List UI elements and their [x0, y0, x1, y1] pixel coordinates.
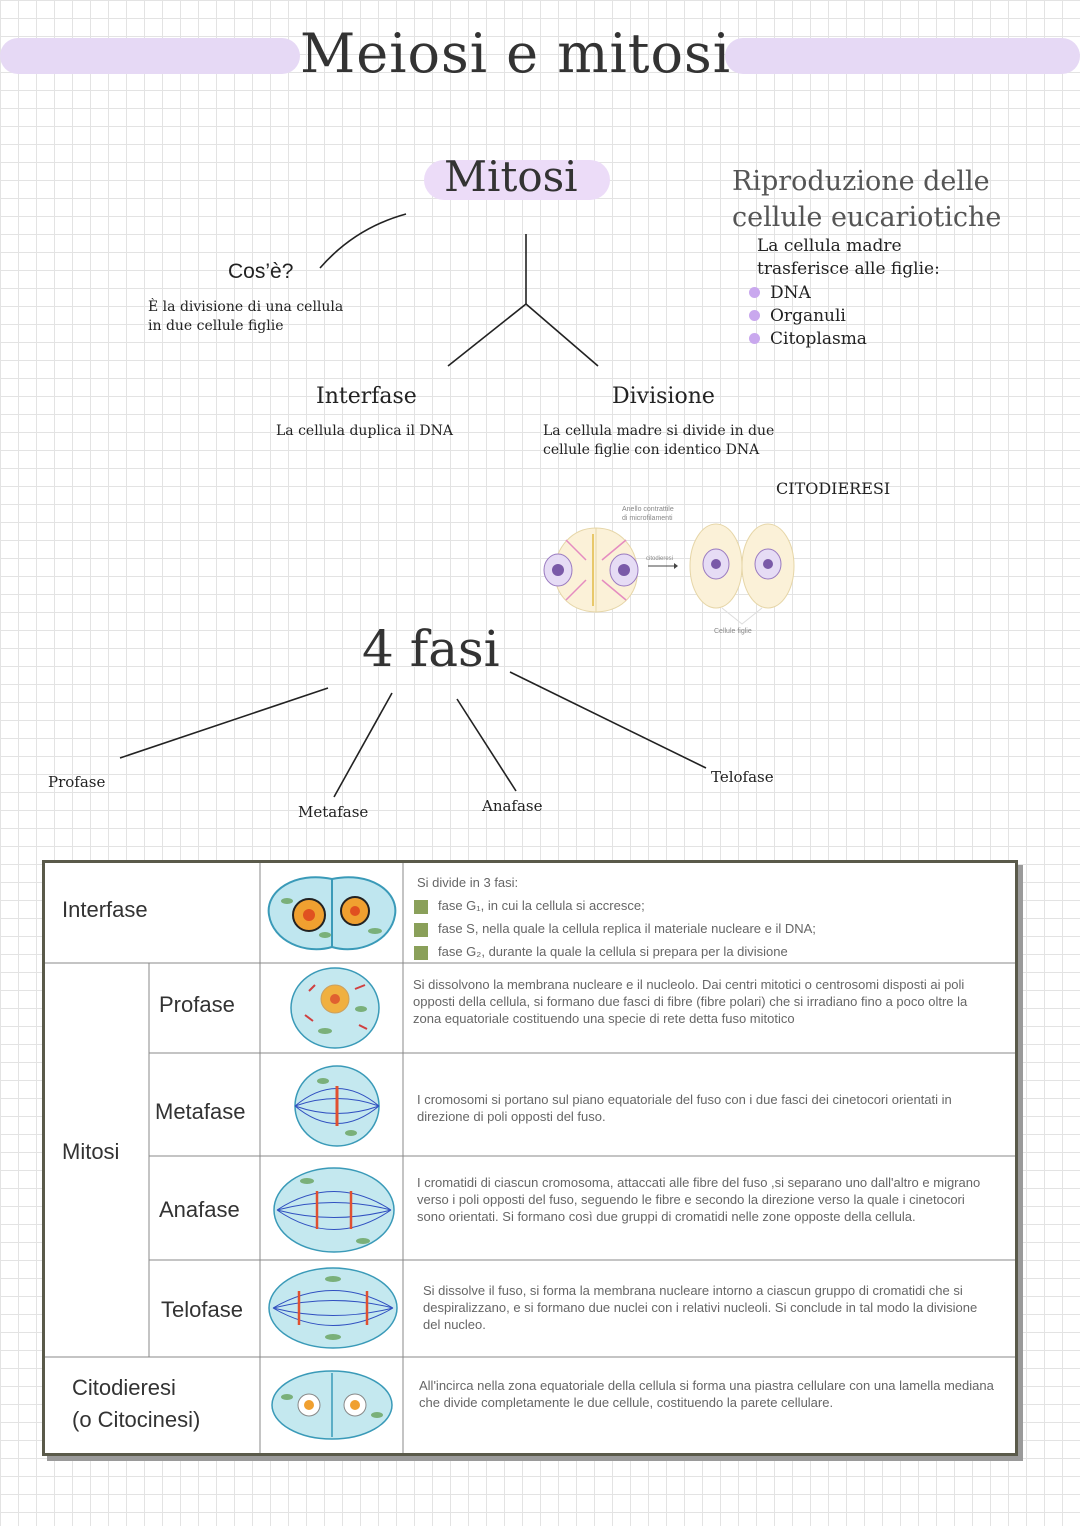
list-item: fase S, nella quale la cellula replica il materiale nucleare e il DNA; — [414, 917, 997, 940]
anello-label-1: Anello contrattile — [622, 506, 674, 513]
profase-description: Si dissolvono la membrana nucleare e il nucleolo. Dai centri mitotici o centrosomi disposti ai poli opposti della cellula, si formano due fasci di fibre (fibre polari) che si irradiano fino a poco oltre la zona equatoriale costituendo una specie di rete detta fuso mitotico — [413, 977, 968, 1026]
metafase-description: I cromosomi si portano sul piano equatoriale del fuso con i due fasci dei cinetocori orientati in direzione di poli opposti del fuso. — [417, 1092, 952, 1124]
metafase-cell-image — [277, 1061, 397, 1151]
cose-question: Cos’è? — [228, 260, 294, 283]
list-item: fase G₂, durante la quale la cellula si prepara per la divisione — [414, 940, 997, 963]
profase-cell-image — [275, 965, 395, 1051]
page-title: Meiosi e mitosi — [300, 22, 731, 85]
citodieresi-description: All'incirca nella zona equatoriale della cellula si forma una piastra cellulare con una lamella mediana che divide completamente le due cellule, costituendo la parete cellulare. — [419, 1378, 994, 1410]
table-anafase-label: Anafase — [159, 1197, 240, 1222]
fase-telofase: Telofase — [711, 768, 774, 786]
list-item: Organuli — [749, 304, 867, 327]
list-item: Citoplasma — [749, 327, 867, 350]
riproduzione-title-2: cellule eucariotiche — [732, 202, 1002, 233]
citodieresi-cell-image — [267, 1367, 397, 1443]
anafase-cell-image — [267, 1163, 401, 1257]
list-item: DNA — [749, 281, 867, 304]
divisione-text-1: La cellula madre si divide in due — [543, 423, 775, 439]
table-mitosi-label: Mitosi — [62, 1139, 120, 1164]
anafase-description: I cromatidi di ciascun cromosoma, attaccati alle fibre del fuso ,si separano uno dall'altro e migrano verso i poli opposti del fuso, seguendo le fibre e secondo la direzione verso la quale i cinetocori sono orientati. Si formano così due gruppi di cromatidi nelle zone opposte della cellula. — [417, 1175, 981, 1224]
riproduzione-text-2: trasferisce alle figlie: — [757, 259, 940, 279]
figlie-label: Cellule figlie — [714, 628, 752, 635]
green-square-icon — [414, 900, 428, 914]
telofase-cell-image — [265, 1265, 401, 1351]
cose-line-2: in due cellule figlie — [148, 318, 284, 334]
table-profase-label: Profase — [159, 992, 235, 1017]
interfase-label: Interfase — [316, 384, 417, 409]
citodieresi-label: CITODIERESI — [776, 479, 891, 498]
table-telofase-label: Telofase — [161, 1297, 243, 1322]
fase-anafase: Anafase — [482, 797, 543, 815]
mitosi-heading: Mitosi — [444, 152, 578, 201]
fase-metafase: Metafase — [298, 803, 369, 821]
green-square-icon — [414, 946, 428, 960]
table-citodieresi-label-1: Citodieresi — [72, 1375, 176, 1400]
list-item: fase G₁, in cui la cellula si accresce; — [414, 894, 997, 917]
riproduzione-text-1: La cellula madre — [757, 236, 902, 256]
table-interfase-label: Interfase — [62, 897, 148, 922]
telofase-description: Si dissolve il fuso, si forma la membrana nucleare intorno a ciascun gruppo di cromatidi che si despiralizzano, e si formano due nuclei con i relativi nucleoli. Si conclude in tal modo la divisione del nucleo. — [423, 1283, 978, 1332]
riproduzione-title-1: Riproduzione delle — [732, 166, 990, 197]
divisione-text-2: cellule figlie con identico DNA — [543, 442, 760, 458]
citodieresi-arrow-label: citodieresi — [646, 556, 674, 562]
interfase-text: La cellula duplica il DNA — [276, 423, 453, 439]
table-citodieresi-label-2: (o Citocinesi) — [72, 1407, 201, 1432]
interfase-cell-image — [265, 871, 399, 957]
cose-line-1: È la divisione di una cellula — [148, 299, 344, 315]
anello-label-2: di microfilamenti — [622, 515, 673, 522]
mitosis-table — [42, 860, 1018, 1456]
green-square-icon — [414, 923, 428, 937]
interfase-description: Si divide in 3 fasi: fase G₁, in cui la cellula si accresce; fase S, nella quale la cellula replica il materiale nucleare e il DNA; fase G₂, durante la quale la cellula si prepara per la divisione — [417, 871, 997, 963]
fasi-heading: 4 fasi — [362, 620, 500, 678]
divisione-label: Divisione — [612, 384, 715, 409]
fase-profase: Profase — [48, 773, 106, 791]
citodieresi-diagram — [536, 500, 806, 640]
table-metafase-label: Metafase — [155, 1099, 246, 1124]
